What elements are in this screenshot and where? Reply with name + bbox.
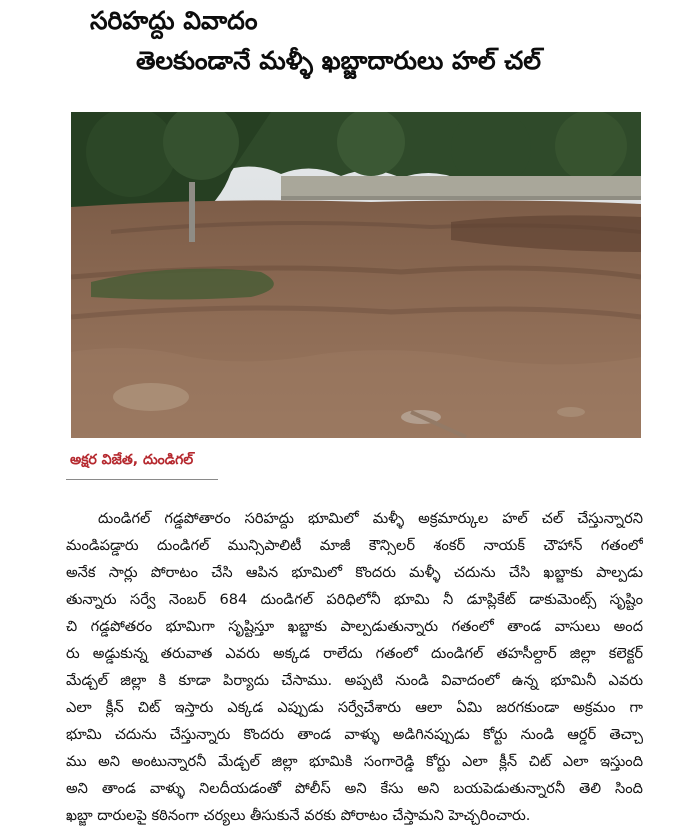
article-body (66, 505, 643, 829)
article-line: ఎలా క్లీన్ చిట్ ఇస్తారు ఎక్కడ ఎప్పుడు సర్వేచేశారు ఆలా ఏమి జరగకుండా అక్రమం గా (66, 699, 643, 716)
article-line: అనేక సార్లు పోరాటం చేసి ఆపిన భూమిలో కొందరు మళ్ళీ చదును చేసి ఖబ్జాకు పాల్పడు (66, 564, 643, 581)
headline-line-2: తెలకుండానే మళ్ళీ ఖబ్జాదారులు హల్ చల్ (135, 46, 542, 75)
article-line: భూమి చదును చేస్తున్నారు కొందరు తాండ వాళ్ళు అడిగినప్పుడు కోర్టు నుండి ఆర్డర్ తెచ్చా (66, 726, 643, 743)
article-line: తున్నారు సర్వే నెంబర్ 684 దుండిగల్ పరిధిలోనీ భూమి నీ డూప్లికేట్ డాకుమెంట్స్ సృష్టిం (66, 591, 643, 608)
land-site-photo (71, 112, 641, 438)
byline: అక్షర విజేత, దుండిగల్ (70, 452, 194, 468)
headline-line-1: సరిహద్దు వివాదం (90, 6, 258, 35)
article-line: చి గడ్డపోతరం భూమిగా సృష్టిస్తూ ఖబ్జాకు పాల్పడుతున్నారు గతంలో తాండ వాసులు అంద (66, 618, 643, 635)
article-line: అని తాండ వాళ్ళు నిలదీయడంతో పోలీస్ అని కేసు అని బయపెడుతున్నారనీ తెలి సింది (66, 780, 643, 797)
article-line: ము అని అంటున్నారనీ మేడ్చల్ జిల్లా భూమికి సంగారెడ్డి కోర్టు ఎలా క్లీన్ చిట్ ఎలా ఇస్తుంది (66, 753, 643, 770)
article-line: మండిపడ్డారు దుండిగల్ మున్సిపాలిటీ మాజీ కౌన్సిలర్ శంకర్ నాయక్ చౌహాన్ గతంలో (66, 537, 643, 554)
byline-divider (66, 479, 218, 480)
article-line: ఖబ్జా దారులపై కఠినంగా చర్యలు తీసుకునే వరకు పోరాటం చేస్తామని హెచ్చరించారు. (66, 807, 531, 824)
article-line: రు అడ్డుకున్న తరువాత ఎవరు అక్కడ రాలేదు గతంలో దుండిగల్ తహసీల్దార్ జిల్లా కలెక్టర్ (66, 645, 643, 662)
article-line: దుండిగల్ గడ్డపోతారం సరిహద్దు భూమిలో మళ్ళీ అక్రమార్కుల హల్ చల్ చేస్తున్నారని (98, 510, 643, 527)
article-line: మేడ్చల్ జిల్లా కి కూడా పిర్యాదు చేసాము. అప్పటి నుండి వివాదంలో ఉన్న భూమినీ ఎవరు (66, 672, 643, 689)
